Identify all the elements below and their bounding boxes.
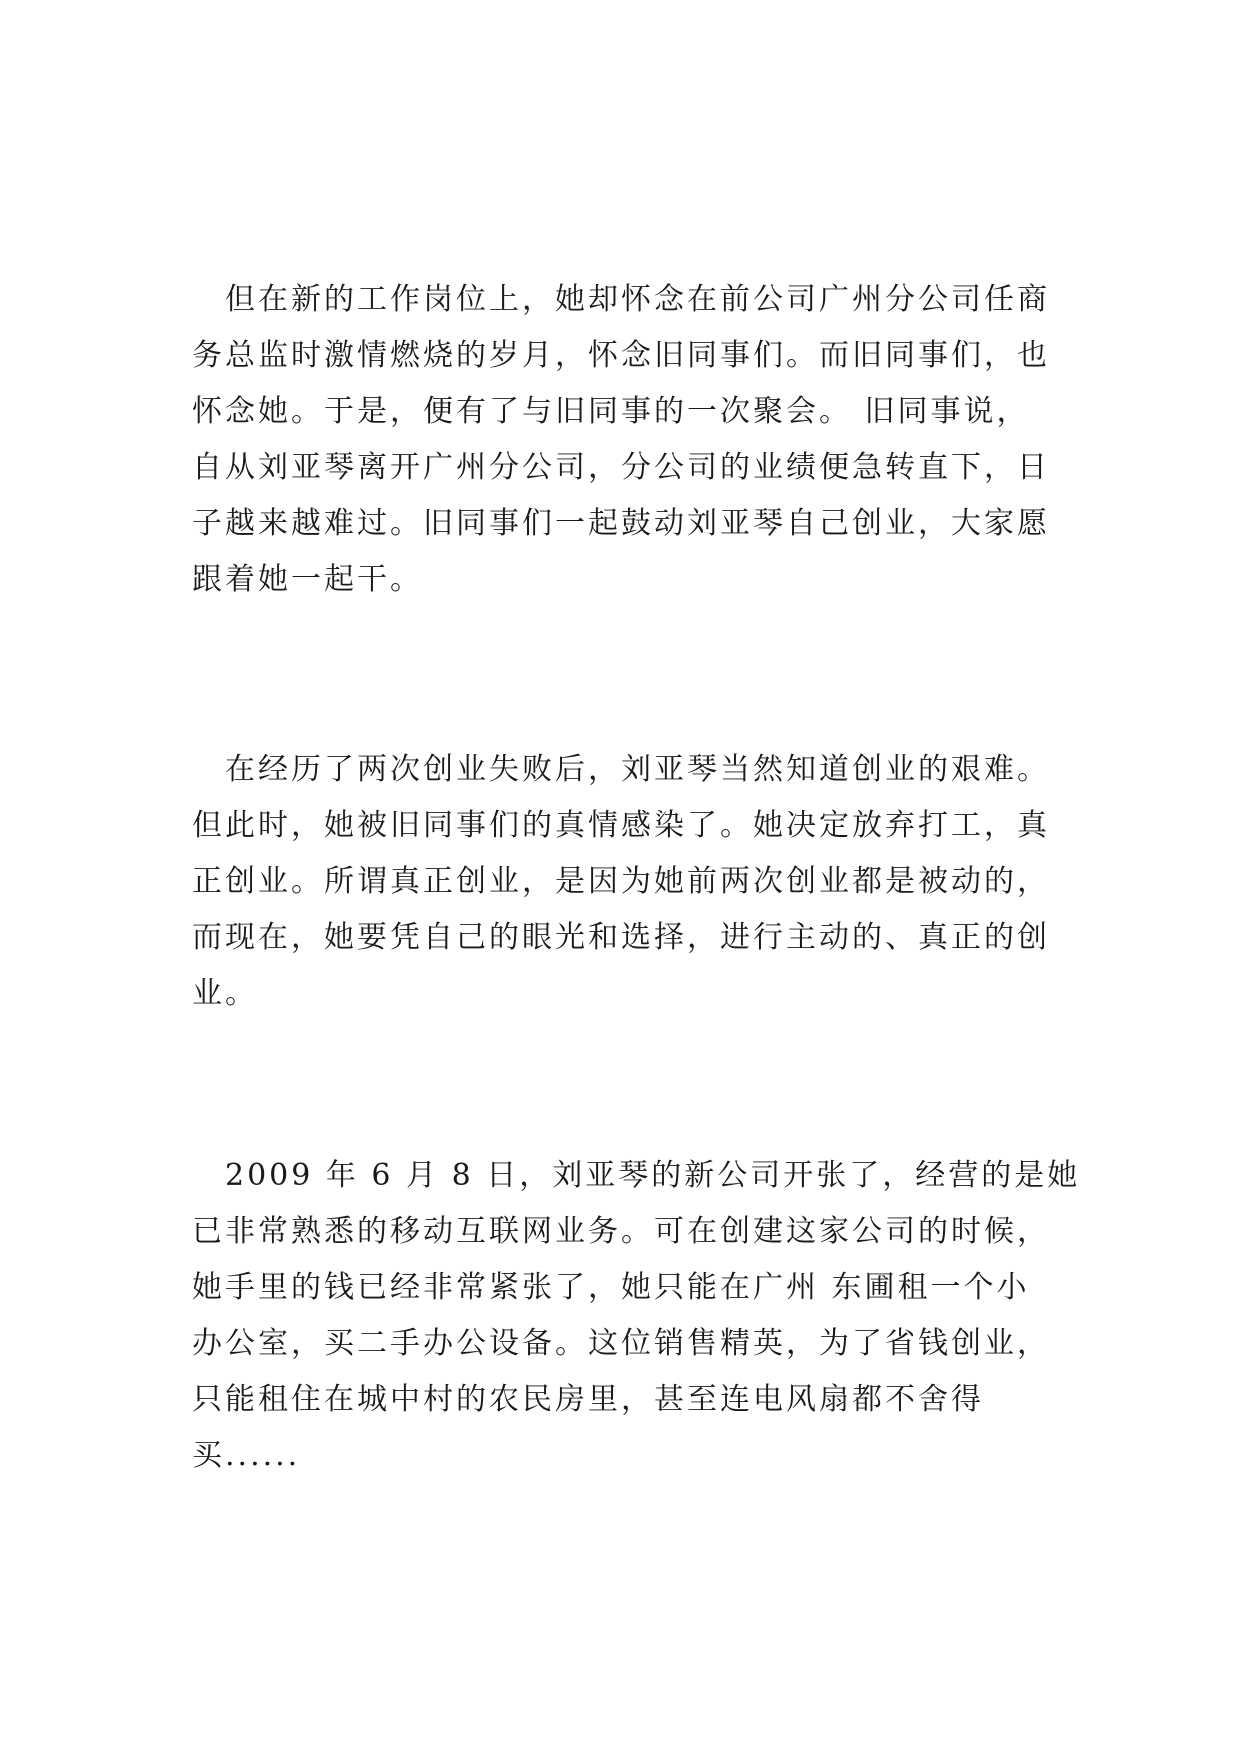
text-line: 怀念她。于是，便有了与旧同事的一次聚会。 旧同事说，: [192, 394, 1030, 429]
text-line: 自从刘亚琴离开广州分公司，分公司的业绩便急转直下，日: [192, 450, 1050, 485]
text-line: 她手里的钱已经非常紧张了，她只能在广州 东圃租一个小: [192, 1270, 1030, 1305]
text-line: 买......: [192, 1438, 301, 1473]
paragraph-2: [192, 742, 1052, 1022]
text-line: 跟着她一起干。: [192, 562, 423, 597]
text-line: 而现在，她要凭自己的眼光和选择，进行主动的、真正的创: [192, 920, 1050, 955]
paragraph-1: [192, 272, 1052, 608]
text-line: 但此时，她被旧同事们的真情感染了。她决定放弃打工，真: [192, 808, 1050, 843]
text-line: 子越来越难过。旧同事们一起鼓动刘亚琴自己创业，大家愿: [192, 506, 1050, 541]
text-line: 在经历了两次创业失败后，刘亚琴当然知道创业的艰难。: [192, 752, 1050, 787]
text-line: 办公室，买二手办公设备。这位销售精英，为了省钱创业，: [192, 1326, 1050, 1361]
text-line: 只能租住在城中村的农民房里，甚至连电风扇都不舍得: [192, 1382, 984, 1417]
paragraph-3: [192, 1148, 1081, 1484]
text-line: 2009 年 6 月 8 日，刘亚琴的新公司开张了，经营的是她: [192, 1158, 1081, 1193]
text-line: 正创业。所谓真正创业，是因为她前两次创业都是被动的，: [192, 864, 1050, 899]
text-line: 已非常熟悉的移动互联网业务。可在创建这家公司的时候，: [192, 1214, 1050, 1249]
text-line: 业。: [192, 976, 258, 1011]
text-line: 务总监时激情燃烧的岁月，怀念旧同事们。而旧同事们，也: [192, 338, 1050, 373]
text-line: 但在新的工作岗位上，她却怀念在前公司广州分公司任商: [192, 282, 1050, 317]
